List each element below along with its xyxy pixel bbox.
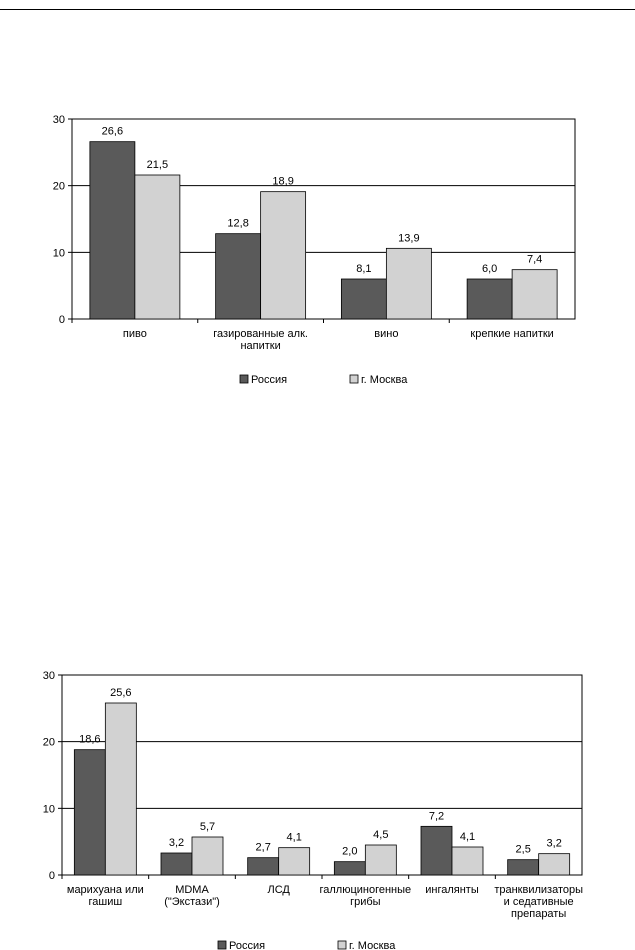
data-label: 12,8: [227, 217, 249, 230]
bar-russia: [248, 858, 279, 875]
data-label: 6,0: [481, 263, 498, 275]
legend-swatch-russia: [218, 941, 226, 949]
data-label: 2,0: [342, 845, 358, 858]
bar-moscow: [365, 845, 396, 875]
data-label: 18,9: [272, 175, 294, 188]
y-tick-label: 10: [42, 803, 55, 816]
category-label: транквилизаторы: [494, 884, 584, 896]
data-label: 4,5: [373, 829, 389, 841]
bar-moscow: [192, 837, 223, 875]
bar-russia: [161, 853, 192, 875]
bar-russia: [508, 860, 539, 875]
category-label: галлюциногенные: [319, 884, 412, 896]
data-label: 18,6: [79, 733, 101, 746]
category-label: газированные алк.: [213, 328, 308, 340]
bar-moscow: [386, 248, 431, 319]
category-label: препараты: [511, 908, 567, 920]
bar-moscow: [512, 270, 557, 319]
data-label: 3,2: [168, 837, 185, 849]
bar-moscow: [539, 854, 570, 875]
category-label: напитки: [240, 340, 281, 352]
category-label: марихуана или: [66, 884, 144, 896]
category-label: гашиш: [88, 896, 123, 908]
category-label: ингалянты: [425, 884, 479, 896]
bar-moscow: [452, 847, 483, 875]
data-label: 8,1: [356, 263, 372, 275]
category-label: пиво: [122, 328, 147, 340]
category-label: и седативные: [503, 896, 574, 908]
category-label: ЛСД: [267, 884, 290, 896]
data-label: 7,4: [526, 253, 543, 266]
bar-moscow: [279, 848, 310, 875]
legend-swatch-moscow: [350, 375, 358, 383]
category-label: ("Экстази"): [164, 896, 220, 908]
category-label: вино: [374, 328, 399, 340]
page-top-rule: [0, 9, 635, 10]
legend-label-russia: Россия: [229, 940, 266, 950]
legend-swatch-russia: [240, 375, 248, 383]
y-tick-label: 0: [58, 314, 65, 326]
bar-russia: [421, 826, 452, 875]
bar-russia: [467, 279, 512, 319]
data-label: 3,2: [546, 837, 562, 850]
drugs-bar-chart: [0, 660, 635, 950]
y-tick-label: 0: [48, 870, 55, 882]
bar-russia: [74, 750, 105, 875]
category-label: крепкие напитки: [470, 328, 554, 340]
legend-label-moscow: г. Москва: [361, 374, 408, 386]
y-tick-label: 30: [52, 114, 65, 126]
y-tick-label: 20: [52, 180, 65, 193]
data-label: 7,2: [428, 810, 445, 823]
y-tick-label: 10: [52, 247, 65, 260]
bar-russia: [90, 142, 135, 319]
legend-label-russia: Россия: [251, 374, 288, 386]
category-label: MDMA: [175, 884, 209, 896]
bar-moscow: [261, 192, 306, 319]
bar-moscow: [135, 175, 180, 319]
data-label: 4,1: [286, 831, 302, 844]
alcohol-bar-chart-svg: [0, 100, 635, 400]
alcohol-bar-chart: [0, 100, 635, 400]
y-tick-label: 30: [42, 670, 55, 682]
bar-russia: [216, 234, 261, 319]
drugs-bar-chart-svg: [0, 660, 635, 950]
data-label: 25,6: [110, 687, 132, 699]
data-label: 2,7: [255, 841, 271, 854]
bar-russia: [334, 862, 365, 875]
legend-label-moscow: г. Москва: [349, 940, 396, 950]
data-label: 13,9: [398, 232, 420, 245]
y-tick-label: 20: [42, 736, 55, 749]
data-label: 2,5: [515, 843, 531, 856]
bar-moscow: [105, 703, 136, 875]
legend-swatch-moscow: [338, 941, 346, 949]
category-label: грибы: [350, 896, 381, 908]
data-label: 4,1: [459, 831, 476, 843]
data-label: 5,7: [199, 821, 216, 833]
data-label: 26,6: [101, 125, 124, 138]
bar-russia: [341, 279, 386, 319]
data-label: 21,5: [146, 159, 169, 171]
plot-area: [62, 675, 582, 875]
